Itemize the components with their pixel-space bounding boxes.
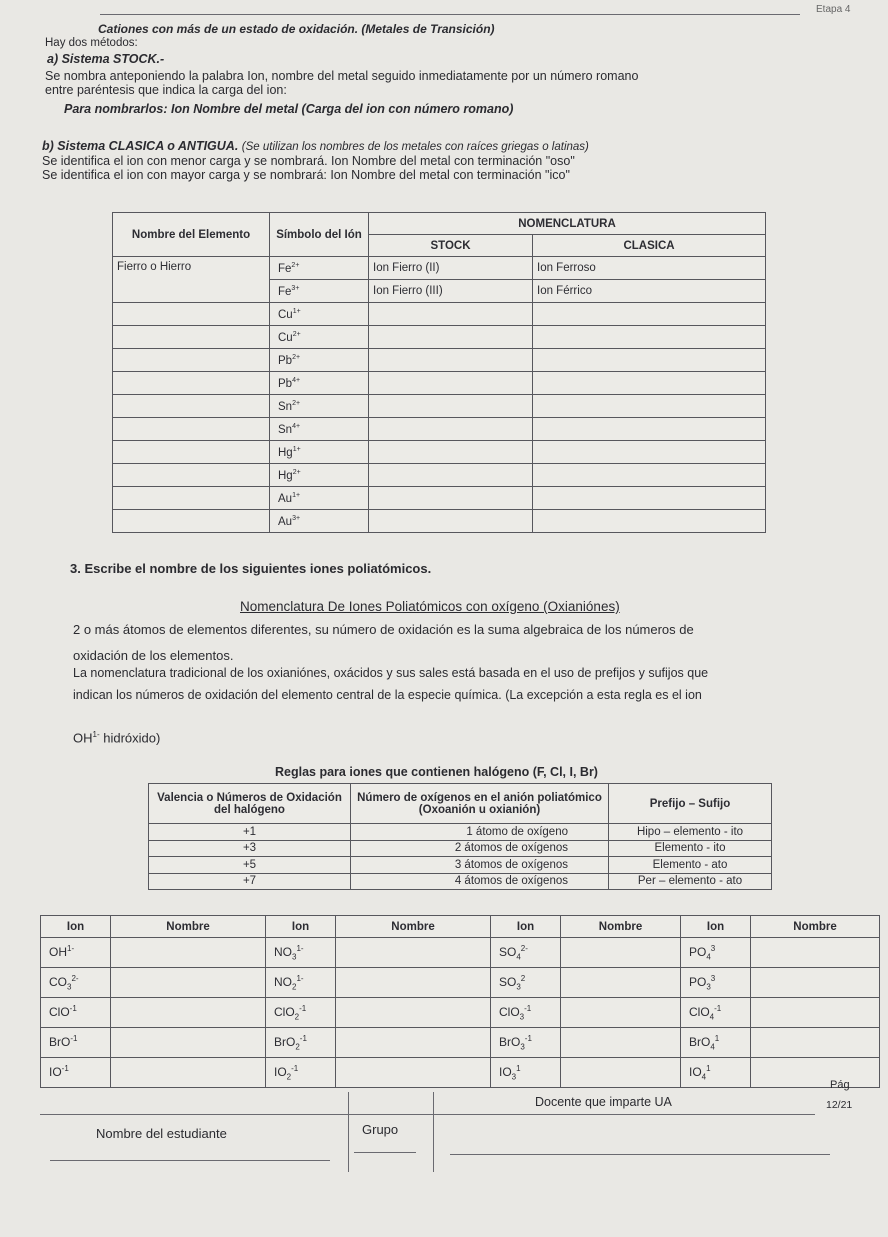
ion-name-answer[interactable] bbox=[751, 998, 880, 1028]
footer-docente: Docente que imparte UA bbox=[535, 1095, 672, 1109]
cation-stock-cell[interactable] bbox=[369, 464, 533, 487]
polyatomic-ion-cell bbox=[491, 938, 561, 968]
ion-charge: -1 bbox=[714, 1003, 722, 1013]
polyatomic-ion-cell bbox=[266, 1058, 336, 1088]
cation-symbol-cell bbox=[270, 487, 369, 510]
cation-row bbox=[113, 372, 766, 395]
ion-charge: -1 bbox=[69, 1003, 77, 1013]
ion-charge: 1- bbox=[67, 943, 75, 953]
ion-charge: -1 bbox=[70, 1033, 78, 1043]
cation-clasica-cell[interactable] bbox=[533, 418, 766, 441]
ion-name-answer[interactable] bbox=[751, 968, 880, 998]
ion-charge: 2- bbox=[71, 973, 79, 983]
ion-charge: 3 bbox=[710, 973, 716, 983]
ion-name-answer[interactable] bbox=[751, 1058, 880, 1088]
cation-symbol: Fe bbox=[278, 262, 292, 275]
cation-element-cell[interactable] bbox=[113, 372, 270, 395]
h-ion-3: Ion bbox=[491, 916, 561, 938]
cation-element-cell[interactable] bbox=[113, 510, 270, 533]
ion-formula: ClO bbox=[49, 1004, 70, 1019]
ion-charge: 1 bbox=[714, 1033, 720, 1043]
col-header-prefix: Prefijo – Sufijo bbox=[609, 784, 772, 824]
col-header-nomenclature: NOMENCLATURA bbox=[369, 213, 766, 235]
cation-charge: 2+ bbox=[292, 353, 301, 361]
ion-formula: IO bbox=[274, 1064, 287, 1079]
cation-clasica-cell[interactable] bbox=[533, 372, 766, 395]
ion-charge: 2- bbox=[520, 943, 528, 953]
cation-stock-cell[interactable] bbox=[369, 395, 533, 418]
ion-name-answer[interactable] bbox=[561, 938, 681, 968]
col-header-symbol: Símbolo del Ión bbox=[270, 213, 369, 257]
ion-subscript: 4 bbox=[516, 952, 521, 962]
cation-clasica-cell[interactable]: Ion Ferroso bbox=[533, 257, 766, 280]
ion-name-answer[interactable] bbox=[336, 998, 491, 1028]
polyatomic-ion-cell bbox=[491, 1028, 561, 1058]
footer-underline-3 bbox=[450, 1154, 830, 1155]
hydroxide-charge: 1- bbox=[92, 730, 100, 739]
ion-formula: IO bbox=[499, 1064, 512, 1079]
ion-formula: BrO bbox=[499, 1034, 521, 1049]
cation-symbol-cell bbox=[270, 395, 369, 418]
footer-pag-number: 12/21 bbox=[826, 1099, 853, 1111]
col-header-oxygens: Número de oxígenos en el anión poliatómico (Oxoanión u oxianión) bbox=[351, 784, 609, 824]
ion-formula: SO bbox=[499, 974, 517, 989]
footer-underline-1 bbox=[50, 1160, 330, 1161]
polyatomic-ion-cell bbox=[41, 1028, 111, 1058]
cation-row bbox=[113, 418, 766, 441]
cation-stock-cell[interactable] bbox=[369, 441, 533, 464]
cation-stock-cell[interactable] bbox=[369, 303, 533, 326]
h-nombre-1: Nombre bbox=[111, 916, 266, 938]
cation-charge: 2+ bbox=[292, 468, 301, 476]
ion-name-answer[interactable] bbox=[336, 1058, 491, 1088]
polyatomic-ion-cell bbox=[681, 1058, 751, 1088]
polyatomic-ion-cell bbox=[41, 1058, 111, 1088]
ion-name-answer[interactable] bbox=[561, 1058, 681, 1088]
polyatomic-row bbox=[41, 938, 880, 968]
polyatomic-ion-cell bbox=[41, 998, 111, 1028]
cation-charge: 1+ bbox=[292, 307, 301, 315]
cation-stock-cell[interactable] bbox=[369, 510, 533, 533]
cation-stock-cell[interactable] bbox=[369, 326, 533, 349]
polyatomic-ion-cell bbox=[266, 998, 336, 1028]
ion-formula: BrO bbox=[274, 1034, 296, 1049]
cation-charge: 1+ bbox=[292, 491, 301, 499]
ion-formula: NO bbox=[274, 974, 292, 989]
h-nombre-4: Nombre bbox=[751, 916, 880, 938]
cation-stock-cell[interactable] bbox=[369, 372, 533, 395]
cation-symbol-cell bbox=[270, 441, 369, 464]
rule-prefix: Per – elemento - ato bbox=[609, 873, 772, 890]
section3-p5 bbox=[73, 727, 160, 745]
halogen-rule-row bbox=[149, 840, 772, 857]
cation-element-cell[interactable] bbox=[113, 349, 270, 372]
section3-subtitle: Nomenclatura De Iones Poliatómicos con oxígeno (Oxianiónes) bbox=[240, 599, 620, 614]
cation-stock-cell[interactable] bbox=[369, 349, 533, 372]
cation-row bbox=[113, 441, 766, 464]
cation-clasica-cell[interactable] bbox=[533, 303, 766, 326]
cation-row bbox=[113, 349, 766, 372]
ion-subscript: 2 bbox=[292, 982, 297, 992]
ion-formula: BrO bbox=[49, 1034, 71, 1049]
ion-name-answer[interactable] bbox=[111, 938, 266, 968]
ion-charge: 1 bbox=[706, 1063, 711, 1073]
cation-symbol: Hg bbox=[278, 469, 293, 482]
ion-formula: CO bbox=[49, 974, 67, 989]
ion-name-answer[interactable] bbox=[561, 1028, 681, 1058]
cation-clasica-cell[interactable] bbox=[533, 395, 766, 418]
ion-subscript: 4 bbox=[710, 1042, 715, 1052]
section3-p2: oxidación de los elementos. bbox=[73, 648, 234, 663]
ion-charge: -1 bbox=[291, 1063, 299, 1073]
ion-name-answer[interactable] bbox=[561, 998, 681, 1028]
ion-subscript: 3 bbox=[67, 982, 72, 992]
ion-name-answer[interactable] bbox=[751, 1028, 880, 1058]
footer bbox=[40, 1079, 880, 1212]
rule-valence: +7 bbox=[149, 873, 351, 890]
clasica-line2: Se identifica el ion con mayor carga y se nombrará: Ion Nombre del metal con terminación "ico" bbox=[42, 168, 570, 182]
col-header-stock: STOCK bbox=[369, 235, 533, 257]
polyatomic-row bbox=[41, 1058, 880, 1088]
stock-line2: entre paréntesis que indica la carga del ion: bbox=[45, 83, 287, 97]
cation-symbol: Pb bbox=[278, 377, 293, 390]
cation-clasica-cell[interactable] bbox=[533, 487, 766, 510]
ion-name-answer[interactable] bbox=[336, 938, 491, 968]
ion-subscript: 4 bbox=[706, 952, 711, 962]
footer-pag-label: Pág bbox=[830, 1079, 850, 1091]
polyatomic-row bbox=[41, 968, 880, 998]
hydroxide-ion: OH bbox=[73, 730, 93, 746]
ion-formula: PO bbox=[689, 944, 707, 959]
halogen-rules-table bbox=[148, 783, 772, 890]
ion-name-answer[interactable] bbox=[336, 1028, 491, 1058]
cation-element-cell[interactable] bbox=[113, 464, 270, 487]
intro-text: Hay dos métodos: bbox=[45, 37, 138, 49]
ion-charge: -1 bbox=[524, 1003, 532, 1013]
ion-formula: OH bbox=[49, 944, 67, 959]
ion-subscript: 4 bbox=[709, 1012, 715, 1022]
cation-clasica-cell[interactable]: Ion Férrico bbox=[533, 280, 766, 303]
ion-charge: -1 bbox=[524, 1033, 532, 1043]
clasica-note: (Se utilizan los nombres de los metales con raíces griegas o latinas) bbox=[241, 141, 589, 153]
h-ion-2: Ion bbox=[266, 916, 336, 938]
header-rule bbox=[100, 14, 800, 15]
cation-clasica-cell[interactable] bbox=[533, 349, 766, 372]
section-subtitle: Cationes con más de un estado de oxidación. (Metales de Transición) bbox=[98, 22, 495, 36]
ion-charge: 1- bbox=[296, 973, 304, 983]
cation-clasica-cell[interactable] bbox=[533, 441, 766, 464]
polyatomic-ion-cell bbox=[681, 938, 751, 968]
ion-subscript: 3 bbox=[516, 982, 521, 992]
cation-charge: 2+ bbox=[292, 330, 301, 338]
cation-stock-cell[interactable] bbox=[369, 487, 533, 510]
polyatomic-ion-cell bbox=[491, 998, 561, 1028]
cation-symbol-cell bbox=[270, 372, 369, 395]
footer-rule bbox=[40, 1114, 815, 1115]
ion-formula: IO bbox=[49, 1064, 62, 1079]
cation-row bbox=[113, 487, 766, 510]
rule-oxygens: 1 átomo de oxígeno bbox=[351, 824, 609, 841]
ion-formula: SO bbox=[499, 944, 517, 959]
cation-symbol: Cu bbox=[278, 331, 293, 344]
h-nombre-3: Nombre bbox=[561, 916, 681, 938]
halogen-rule-row bbox=[149, 824, 772, 841]
halogen-rules-title: Reglas para iones que contienen halógeno (F, Cl, I, Br) bbox=[275, 765, 598, 779]
ion-name-answer[interactable] bbox=[751, 938, 880, 968]
rule-valence: +3 bbox=[149, 840, 351, 857]
cation-charge: 3+ bbox=[292, 514, 301, 522]
ion-subscript: 3 bbox=[511, 1072, 517, 1082]
ion-charge: 1 bbox=[516, 1063, 521, 1073]
polyatomic-ion-cell bbox=[491, 1058, 561, 1088]
rule-valence: +5 bbox=[149, 857, 351, 874]
ion-formula: BrO bbox=[689, 1034, 711, 1049]
ion-subscript: 2 bbox=[295, 1042, 300, 1052]
polyatomic-ion-cell bbox=[681, 998, 751, 1028]
h-ion-4: Ion bbox=[681, 916, 751, 938]
rule-prefix: Elemento - ito bbox=[609, 840, 772, 857]
ion-formula: NO bbox=[274, 944, 292, 959]
ion-name-answer[interactable] bbox=[336, 968, 491, 998]
col-header-element: Nombre del Elemento bbox=[113, 213, 270, 257]
cation-symbol-cell bbox=[270, 418, 369, 441]
rule-prefix: Hipo – elemento - ito bbox=[609, 824, 772, 841]
col-header-clasica: CLASICA bbox=[533, 235, 766, 257]
cation-row bbox=[113, 395, 766, 418]
ion-formula: PO bbox=[689, 974, 707, 989]
cation-symbol-cell bbox=[270, 464, 369, 487]
ion-subscript: 3 bbox=[520, 1042, 525, 1052]
polyatomic-ion-cell bbox=[41, 968, 111, 998]
ion-subscript: 3 bbox=[519, 1012, 525, 1022]
cation-row bbox=[113, 257, 766, 280]
ion-charge: -1 bbox=[61, 1063, 69, 1073]
stage-label: Etapa 4 bbox=[816, 4, 851, 15]
cation-symbol: Sn bbox=[278, 400, 293, 413]
cation-row bbox=[113, 326, 766, 349]
cation-symbol-cell bbox=[270, 349, 369, 372]
cation-table bbox=[112, 212, 766, 533]
footer-student: Nombre del estudiante bbox=[96, 1126, 227, 1141]
polyatomic-ion-cell bbox=[41, 938, 111, 968]
section3-title: 3. Escribe el nombre de los siguientes iones poliatómicos. bbox=[70, 561, 432, 576]
stock-title: a) Sistema STOCK.- bbox=[47, 52, 165, 66]
cation-element-cell[interactable] bbox=[113, 395, 270, 418]
polyatomic-ion-cell bbox=[266, 968, 336, 998]
cation-charge: 2+ bbox=[291, 261, 300, 269]
ion-name-answer[interactable] bbox=[111, 1028, 266, 1058]
cation-symbol: Au bbox=[278, 492, 293, 505]
halogen-rule-row bbox=[149, 873, 772, 890]
cation-symbol: Fe bbox=[278, 285, 292, 298]
ion-name-answer[interactable] bbox=[111, 1058, 266, 1088]
stock-rule: Para nombrarlos: Ion Nombre del metal (Carga del ion con número romano) bbox=[64, 102, 514, 116]
cation-clasica-cell[interactable] bbox=[533, 464, 766, 487]
clasica-title-row bbox=[42, 139, 589, 155]
ion-subscript: 3 bbox=[706, 982, 711, 992]
h-ion-1: Ion bbox=[41, 916, 111, 938]
rule-prefix: Elemento - ato bbox=[609, 857, 772, 874]
cation-element-cell[interactable] bbox=[113, 418, 270, 441]
cation-element-cell[interactable] bbox=[113, 487, 270, 510]
halogen-rule-row bbox=[149, 857, 772, 874]
polyatomic-ion-cell bbox=[491, 968, 561, 998]
polyatomic-row bbox=[41, 1028, 880, 1058]
ion-formula: IO bbox=[689, 1064, 702, 1079]
cation-charge: 2+ bbox=[292, 399, 301, 407]
polyatomic-ion-cell bbox=[266, 938, 336, 968]
footer-underline-2 bbox=[354, 1152, 416, 1153]
stock-line1: Se nombra anteponiendo la palabra Ion, nombre del metal seguido inmediatamente por un número romano bbox=[45, 69, 639, 83]
ion-subscript: 2 bbox=[286, 1072, 292, 1082]
polyatomic-ion-cell bbox=[266, 1028, 336, 1058]
ion-name-answer[interactable] bbox=[111, 968, 266, 998]
clasica-line1: Se identifica el ion con menor carga y se nombrará. Ion Nombre del metal con terminación "oso" bbox=[42, 154, 575, 168]
ion-charge: 3 bbox=[710, 943, 716, 953]
cation-symbol-cell bbox=[270, 326, 369, 349]
ion-charge: -1 bbox=[299, 1033, 307, 1043]
cation-row bbox=[113, 303, 766, 326]
cation-symbol: Cu bbox=[278, 308, 293, 321]
cation-symbol: Pb bbox=[278, 354, 293, 367]
ion-charge: 2 bbox=[520, 973, 526, 983]
footer-divider-2 bbox=[433, 1092, 434, 1172]
polyatomic-row bbox=[41, 998, 880, 1028]
cation-symbol: Hg bbox=[278, 446, 293, 459]
cation-row bbox=[113, 464, 766, 487]
cation-stock-cell[interactable]: Ion Fierro (II) bbox=[369, 257, 533, 280]
ion-formula: ClO bbox=[499, 1004, 520, 1019]
cation-symbol-cell bbox=[270, 303, 369, 326]
footer-group: Grupo bbox=[362, 1122, 399, 1137]
footer-divider-1 bbox=[348, 1092, 349, 1172]
cation-element-cell[interactable] bbox=[113, 326, 270, 349]
cation-charge: 3+ bbox=[291, 284, 300, 292]
cation-clasica-cell[interactable] bbox=[533, 510, 766, 533]
cation-row bbox=[113, 510, 766, 533]
polyatomic-ion-cell bbox=[681, 968, 751, 998]
col-header-valencia: Valencia o Números de Oxidación del halógeno bbox=[149, 784, 351, 824]
ion-formula: ClO bbox=[689, 1004, 710, 1019]
cation-symbol-cell bbox=[270, 257, 369, 280]
cation-element-cell[interactable] bbox=[113, 303, 270, 326]
rule-valence: +1 bbox=[149, 824, 351, 841]
ion-charge: 1- bbox=[296, 943, 304, 953]
polyatomic-ion-cell bbox=[681, 1028, 751, 1058]
ion-name-answer[interactable] bbox=[111, 998, 266, 1028]
ion-subscript: 4 bbox=[701, 1072, 707, 1082]
cation-stock-cell[interactable] bbox=[369, 418, 533, 441]
clasica-title: b) Sistema CLASICA o ANTIGUA. bbox=[42, 139, 239, 153]
cation-element-cell[interactable]: Fierro o Hierro bbox=[113, 257, 270, 303]
rule-oxygens: 4 átomos de oxígenos bbox=[351, 873, 609, 890]
cation-clasica-cell[interactable] bbox=[533, 326, 766, 349]
section3-p1: 2 o más átomos de elementos diferentes, su número de oxidación es la suma algebraica de los números de bbox=[73, 622, 694, 637]
cation-symbol-cell bbox=[270, 510, 369, 533]
h-nombre-2: Nombre bbox=[336, 916, 491, 938]
cation-charge: 4+ bbox=[292, 422, 301, 430]
rule-oxygens: 3 átomos de oxígenos bbox=[351, 857, 609, 874]
cation-symbol-cell bbox=[270, 280, 369, 303]
cation-charge: 1+ bbox=[292, 445, 301, 453]
hydroxide-name: hidróxido) bbox=[99, 730, 161, 746]
cation-symbol: Au bbox=[278, 515, 293, 528]
cation-charge: 4+ bbox=[292, 376, 301, 384]
cation-symbol: Sn bbox=[278, 423, 293, 436]
ion-charge: -1 bbox=[299, 1003, 307, 1013]
ion-formula: ClO bbox=[274, 1004, 295, 1019]
cation-element-cell[interactable] bbox=[113, 441, 270, 464]
cation-stock-cell[interactable]: Ion Fierro (III) bbox=[369, 280, 533, 303]
polyatomic-ions-table bbox=[40, 915, 880, 1088]
ion-subscript: 3 bbox=[292, 952, 297, 962]
rule-oxygens: 2 átomos de oxígenos bbox=[351, 840, 609, 857]
section3-p4: indican los números de oxidación del elemento central de la especie química. (La excepción a esta regla es el ion bbox=[73, 688, 702, 702]
ion-name-answer[interactable] bbox=[561, 968, 681, 998]
section3-p3: La nomenclatura tradicional de los oxianiónes, oxácidos y sus sales está basada en el uso de prefijos y sufijos que bbox=[73, 666, 709, 680]
ion-subscript: 2 bbox=[294, 1012, 300, 1022]
